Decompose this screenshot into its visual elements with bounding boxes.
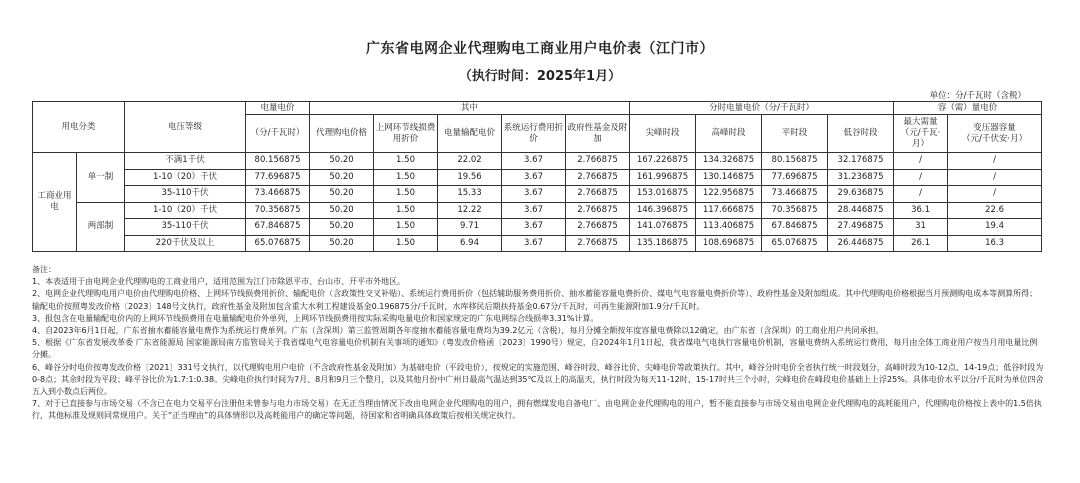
energy-cell: 70.356875 <box>246 202 310 219</box>
energy-cell: 67.846875 <box>246 219 310 236</box>
notes-heading: 备注： <box>32 265 56 274</box>
demand-cell: / <box>894 169 948 186</box>
valley-cell: 27.496875 <box>828 219 894 236</box>
header-max-demand <box>894 115 948 153</box>
transformer-cell: / <box>948 153 1042 170</box>
note-item: 6、峰谷分时电价按粤发改价格〔2021〕331号文执行，以代理购电用户电价（不含政府性基金及附加）为基础电价（平段电价），按规定的实施范围、峰谷时段、峰谷比价、尖峰电价等政策执行。其中，峰谷分时电价全省执行统一时段划分，高峰时段为10-12点、14-19点；低谷时段为0-8点；其余时段为平段；峰平谷比价为1.7:1:0.38。尖峰电价执行时间为7月、8月和9月三个整月，以及其他月份中广州日最高气温达到35℃及以上的高温天，执行时段为每天11-12时、15-17时共三个小时，尖峰电价在峰段电价基础上上浮25%。具体电价水平以分/千瓦时为单位四舍五入到小数点后两位。 <box>32 362 1044 397</box>
header-loss-price: 上网环节线损费用折价 <box>374 115 438 153</box>
demand-cell: 36.1 <box>894 202 948 219</box>
transformer-unit: （元/千伏安·月） <box>962 133 1028 144</box>
table-row <box>33 219 1042 236</box>
flat-cell: 80.156875 <box>762 153 828 170</box>
transformer-cell: 22.6 <box>948 202 1042 219</box>
demand-cell: 26.1 <box>894 235 948 252</box>
voltage-cell: 1-10（20）千伏 <box>125 202 246 219</box>
header-valley: 低谷时段 <box>828 115 894 153</box>
fund-cell: 2.766875 <box>566 202 630 219</box>
max-demand-label: 最大需量 <box>903 117 938 127</box>
fund-cell: 2.766875 <box>566 235 630 252</box>
purchase-cell: 50.20 <box>310 169 374 186</box>
sharp-cell: 161.996875 <box>630 169 696 186</box>
purchase-cell: 50.20 <box>310 219 374 236</box>
valley-cell: 26.446875 <box>828 235 894 252</box>
header-purchase-price: 代理购电价格 <box>310 115 374 153</box>
header-peak: 高峰时段 <box>696 115 762 153</box>
sys-cell: 3.67 <box>502 219 566 236</box>
unit-label: 单位：分/千瓦时（含税） <box>929 91 1026 101</box>
table-row <box>33 202 1042 219</box>
max-demand-unit: （元/千瓦·月） <box>900 128 941 149</box>
peak-cell: 108.696875 <box>696 235 762 252</box>
header-gov-fund: 政府性基金及附加 <box>566 115 630 153</box>
header-energy-price: 电量电价 <box>246 102 310 115</box>
header-capacity-group: 容（需）量电价 <box>894 102 1042 115</box>
header-energy-price-unit: （分/千瓦时） <box>246 115 310 153</box>
purchase-cell: 50.20 <box>310 186 374 203</box>
loss-cell: 1.50 <box>374 202 438 219</box>
energy-cell: 77.696875 <box>246 169 310 186</box>
fund-cell: 2.766875 <box>566 153 630 170</box>
note-item: 7、对于已直接参与市场交易（不含已在电力交易平台注册但未曾参与电力市场交易）在无正当理由情况下改由电网企业代理购电的用户，拥有燃煤发电自备电厂、由电网企业代理购电的用户，暂不能直接参与市场交易由电网企业代理购电的高耗能用户，代理购电价格按上表中的1.5倍执行，其他标准及规则同常规用户。关于“正当理由”的具体情形以及高耗能用户的确定等问题，待国家和省明确具体政策后按相关规定执行。 <box>32 399 1042 421</box>
demand-cell: / <box>894 153 948 170</box>
header-voltage: 电压等级 <box>125 102 246 153</box>
page-title: 广东省电网企业代理购电工商业用户电价表（江门市） <box>366 41 714 57</box>
purchase-cell: 50.20 <box>310 202 374 219</box>
table-row <box>33 186 1042 203</box>
fund-cell: 2.766875 <box>566 186 630 203</box>
demand-cell: 31 <box>894 219 948 236</box>
voltage-cell: 220千伏及以上 <box>125 235 246 252</box>
category-cell: 工商业用电 <box>33 153 77 252</box>
header-system-cost: 系统运行费用折价 <box>502 115 566 153</box>
demand-cell: / <box>894 186 948 203</box>
table-row <box>33 153 1042 170</box>
trans-cell: 22.02 <box>438 153 502 170</box>
table-row <box>33 235 1042 252</box>
loss-cell: 1.50 <box>374 235 438 252</box>
transformer-label: 变压器容量 <box>973 122 1016 133</box>
loss-cell: 1.50 <box>374 186 438 203</box>
peak-cell: 113.406875 <box>696 219 762 236</box>
header-flat: 平时段 <box>762 115 828 153</box>
trans-cell: 12.22 <box>438 202 502 219</box>
header-transmission-price: 电量输配电价 <box>438 115 502 153</box>
sys-cell: 3.67 <box>502 153 566 170</box>
voltage-cell: 不满1千伏 <box>125 153 246 170</box>
transformer-cell: 16.3 <box>948 235 1042 252</box>
energy-cell: 65.076875 <box>246 235 310 252</box>
sharp-cell: 167.226875 <box>630 153 696 170</box>
flat-cell: 70.356875 <box>762 202 828 219</box>
sys-cell: 3.67 <box>502 186 566 203</box>
sys-cell: 3.67 <box>502 202 566 219</box>
flat-cell: 65.076875 <box>762 235 828 252</box>
page-subtitle: （执行时间：2025年1月） <box>458 69 622 84</box>
energy-cell: 73.466875 <box>246 186 310 203</box>
peak-cell: 130.146875 <box>696 169 762 186</box>
voltage-cell: 35-110千伏 <box>125 219 246 236</box>
sharp-cell: 135.186875 <box>630 235 696 252</box>
peak-cell: 122.956875 <box>696 186 762 203</box>
group-name-cell: 两部制 <box>77 202 125 252</box>
flat-cell: 77.696875 <box>762 169 828 186</box>
transformer-cell: / <box>948 169 1042 186</box>
peak-cell: 134.326875 <box>696 153 762 170</box>
trans-cell: 9.71 <box>438 219 502 236</box>
note-item: 1、本表适用于由电网企业代理购电的工商业用户，适用范围为江门市除恩平市、台山市、开平市外地区。 <box>32 277 406 287</box>
loss-cell: 1.50 <box>374 169 438 186</box>
trans-cell: 15.33 <box>438 186 502 203</box>
note-item: 5、根据《广东省发展改革委 广东省能源局 国家能源局南方监管局关于我省煤电气电容量电价机制有关事项的通知》（粤发改价格函〔2023〕1990号）规定，自2024年1月1日起，我省煤电气电执行容量电价机制，容量电费纳入系统运行费用，每月由全体工商业用户按当月用电量比例分摊。 <box>32 338 1038 360</box>
loss-cell: 1.50 <box>374 153 438 170</box>
trans-cell: 6.94 <box>438 235 502 252</box>
purchase-cell: 50.20 <box>310 153 374 170</box>
table-row <box>33 169 1042 186</box>
notes-section <box>32 264 1044 423</box>
note-item: 2、电网企业代理购电用户电价由代理购电价格、上网环节线损费用折价、输配电价（含政策性交叉补贴）、系统运行费用折价（包括辅助服务费用折价、抽水蓄能容量电费折价、煤电气电容量电费折价等）、政府性基金及附加组成。其中代理购电价格根据当月预测购电成本等测算所得；输配电价按照粤发改价格〔2023〕148号文执行，政府性基金及附加包含重大水利工程建设基金0.196875分/千瓦时，水库移民后期扶持基金0.67分/千瓦时，可再生能源附加1.9分/千瓦时。 <box>32 289 1038 311</box>
price-table <box>32 101 1042 252</box>
sharp-cell: 146.396875 <box>630 202 696 219</box>
note-item: 3、报包含在电量输配电价内的上网环节线损费用在电量输配电价外单列，上网环节线损费用按实际采购电量电价和国家规定的广东电网综合线损率3.31%计算。 <box>32 313 599 323</box>
group-name-cell: 单一制 <box>77 153 125 203</box>
valley-cell: 28.446875 <box>828 202 894 219</box>
voltage-cell: 35-110千伏 <box>125 186 246 203</box>
transformer-cell: 19.4 <box>948 219 1042 236</box>
purchase-cell: 50.20 <box>310 235 374 252</box>
header-transformer <box>948 115 1042 153</box>
header-among: 其中 <box>310 102 630 115</box>
energy-cell: 80.156875 <box>246 153 310 170</box>
trans-cell: 19.56 <box>438 169 502 186</box>
sharp-cell: 141.076875 <box>630 219 696 236</box>
valley-cell: 29.636875 <box>828 186 894 203</box>
note-item: 4、自2023年6月1日起，广东省抽水蓄能容量电费作为系统运行费单列。广东（含深圳）第三监管周期各年度抽水蓄能容量电费均为39.2亿元（含税），每月分摊全额按年度容量电费除以12确定，由广东省（含深圳）的工商业用户共同承担。 <box>32 326 884 336</box>
header-tou-group: 分时电量电价（分/千瓦时） <box>630 102 894 115</box>
sharp-cell: 153.016875 <box>630 186 696 203</box>
sys-cell: 3.67 <box>502 169 566 186</box>
fund-cell: 2.766875 <box>566 169 630 186</box>
header-category: 用电分类 <box>33 102 125 153</box>
flat-cell: 67.846875 <box>762 219 828 236</box>
peak-cell: 117.666875 <box>696 202 762 219</box>
flat-cell: 73.466875 <box>762 186 828 203</box>
header-sharp-peak: 尖峰时段 <box>630 115 696 153</box>
voltage-cell: 1-10（20）千伏 <box>125 169 246 186</box>
loss-cell: 1.50 <box>374 219 438 236</box>
transformer-cell: / <box>948 186 1042 203</box>
fund-cell: 2.766875 <box>566 219 630 236</box>
sys-cell: 3.67 <box>502 235 566 252</box>
valley-cell: 32.176875 <box>828 153 894 170</box>
valley-cell: 31.236875 <box>828 169 894 186</box>
